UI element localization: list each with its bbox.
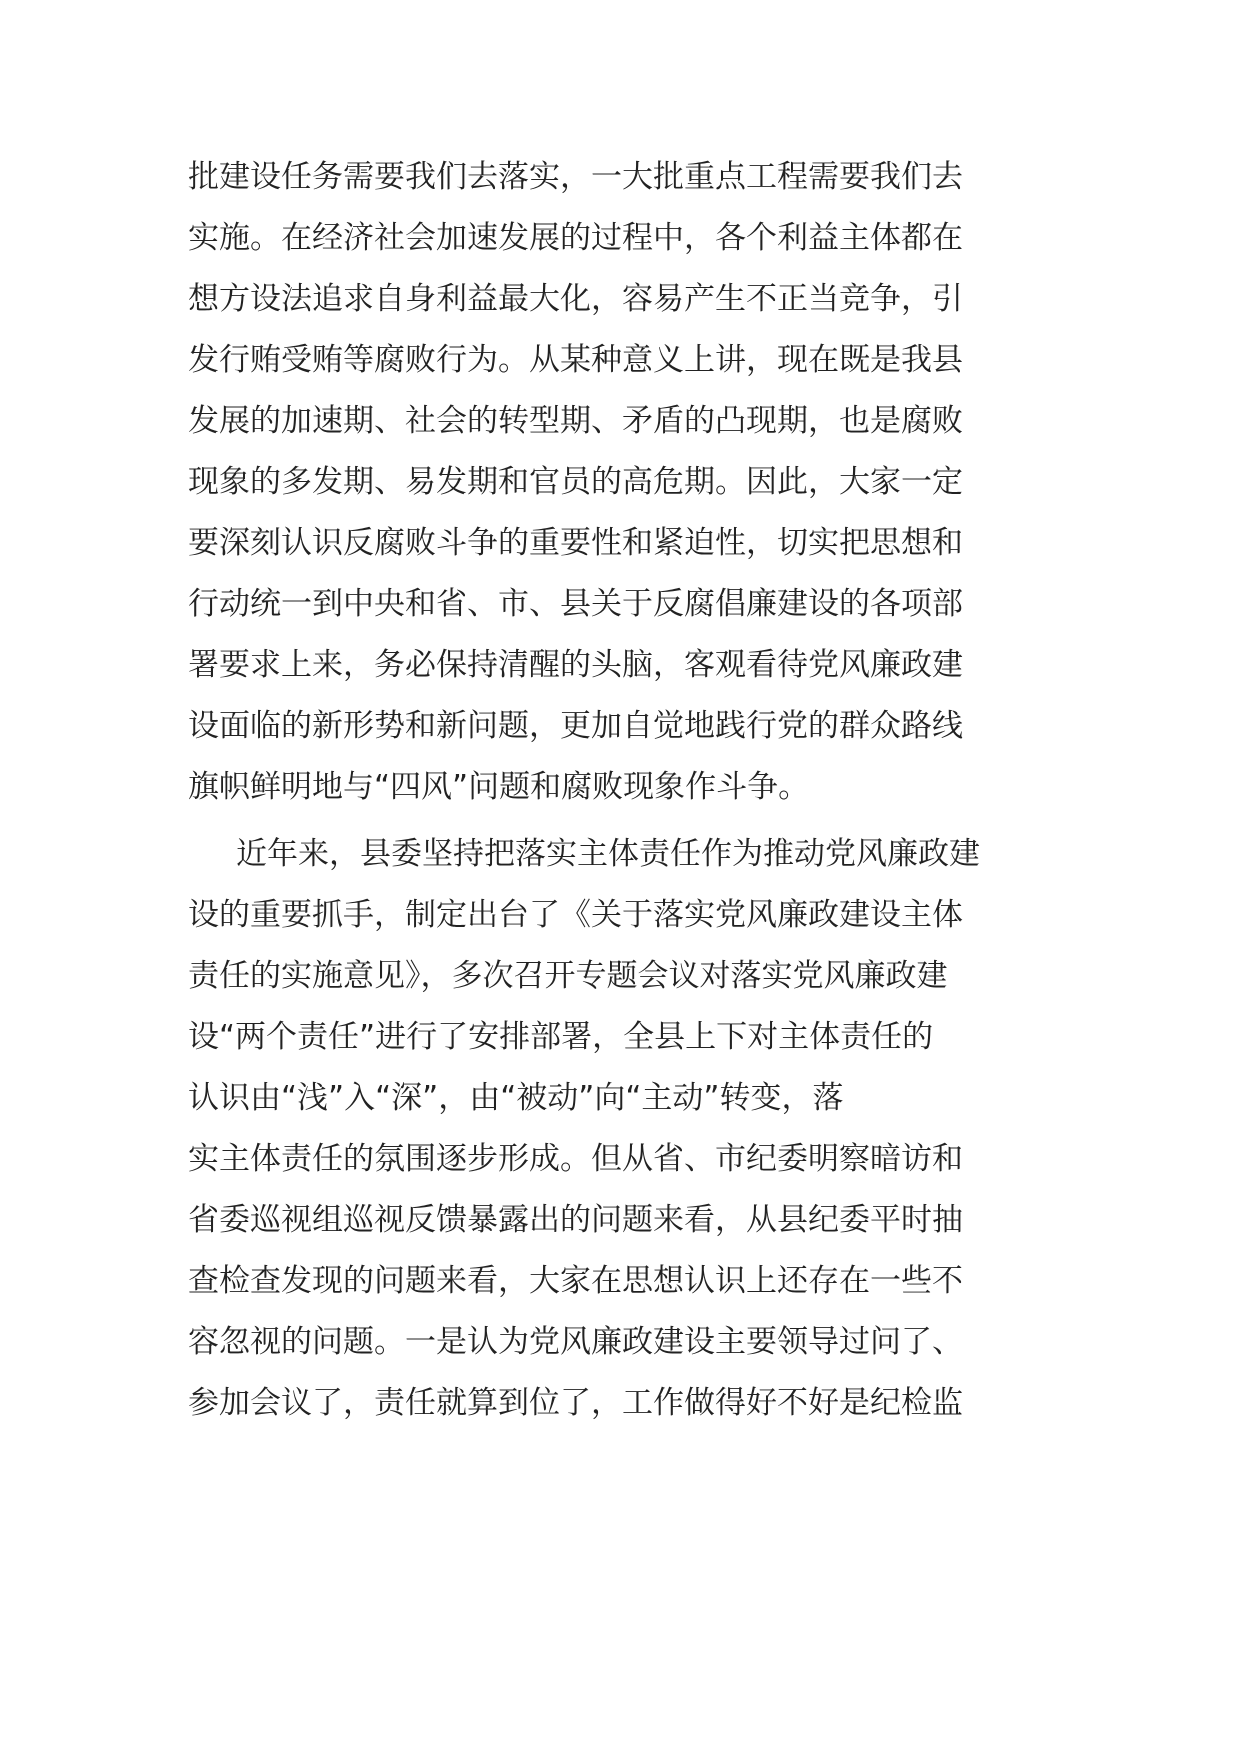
paragraph-2-line-9: 容忽视的问题。一是认为党风廉政建设主要领导过问了、 xyxy=(188,1324,963,1360)
paragraph-2-line-2: 设的重要抓手，制定出台了《关于落实党风廉政建设主体 xyxy=(188,897,963,933)
paragraph-1-line-5: 发展的加速期、社会的转型期、矛盾的凸现期，也是腐败 xyxy=(188,403,963,439)
paragraph-2-line-7: 省委巡视组巡视反馈暴露出的问题来看，从县纪委平时抽 xyxy=(188,1202,963,1238)
paragraph-1-line-10: 设面临的新形势和新问题，更加自觉地践行党的群众路线 xyxy=(188,708,963,744)
paragraph-1-line-9: 署要求上来，务必保持清醒的头脑，客观看待党风廉政建 xyxy=(188,647,963,683)
paragraph-1-line-3: 想方设法追求自身利益最大化，容易产生不正当竞争，引 xyxy=(188,281,963,317)
paragraph-1-line-7: 要深刻认识反腐败斗争的重要性和紧迫性，切实把思想和 xyxy=(188,525,963,561)
paragraph-2-line-5: 认识由“浅”入“深”，由“被动”向“主动”转变，落 xyxy=(188,1080,844,1116)
paragraph-2-line-8: 查检查发现的问题来看，大家在思想认识上还存在一些不 xyxy=(188,1263,963,1299)
paragraph-1-line-6: 现象的多发期、易发期和官员的高危期。因此，大家一定 xyxy=(188,464,963,500)
paragraph-2-line-1: 近年来，县委坚持把落实主体责任作为推动党风廉政建 xyxy=(236,836,980,872)
paragraph-2-line-10: 参加会议了，责任就算到位了，工作做得好不好是纪检监 xyxy=(188,1385,963,1421)
paragraph-1-line-1: 批建设任务需要我们去落实，一大批重点工程需要我们去 xyxy=(188,159,963,195)
paragraph-2-line-3: 责任的实施意见》，多次召开专题会议对落实党风廉政建 xyxy=(188,958,948,994)
paragraph-1-line-8: 行动统一到中央和省、市、县关于反腐倡廉建设的各项部 xyxy=(188,586,963,622)
paragraph-1-line-11: 旗帜鲜明地与“四风”问题和腐败现象作斗争。 xyxy=(188,769,810,805)
paragraph-2-line-4: 设“两个责任”进行了安排部署，全县上下对主体责任的 xyxy=(188,1019,934,1055)
paragraph-1-line-4: 发行贿受贿等腐败行为。从某种意义上讲，现在既是我县 xyxy=(188,342,963,378)
paragraph-2-line-6: 实主体责任的氛围逐步形成。但从省、市纪委明察暗访和 xyxy=(188,1141,963,1177)
paragraph-1-line-2: 实施。在经济社会加速发展的过程中，各个利益主体都在 xyxy=(188,220,963,256)
